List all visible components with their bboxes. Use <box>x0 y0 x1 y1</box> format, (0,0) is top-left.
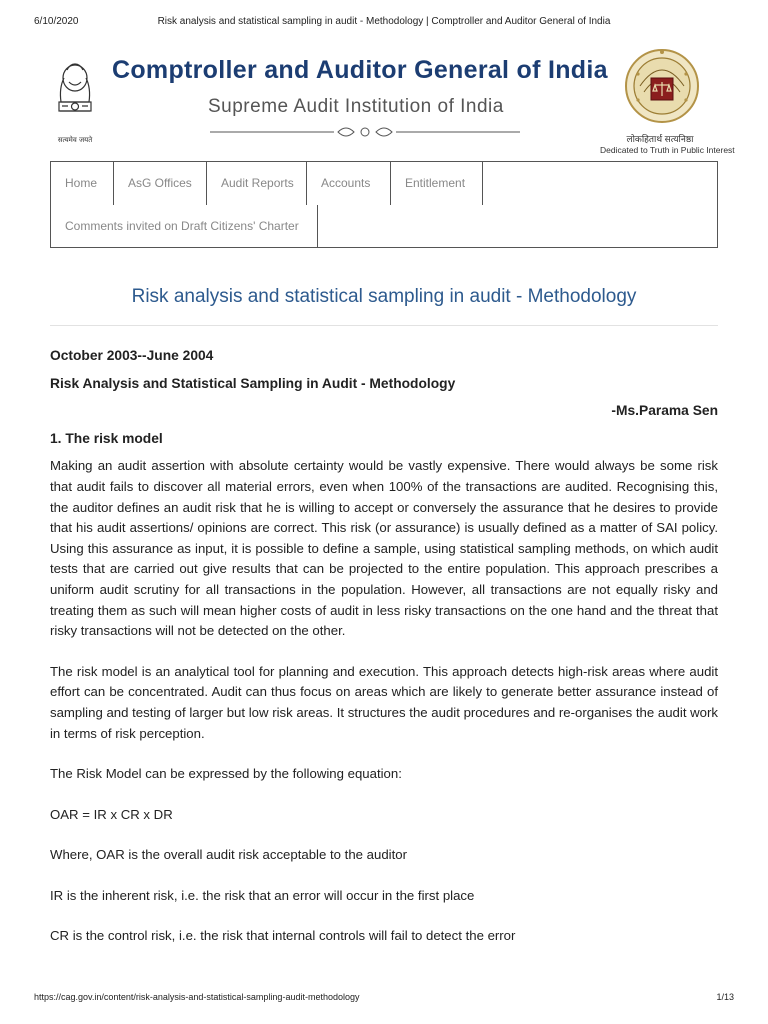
paragraph: The Risk Model can be expressed by the following equation: <box>50 766 402 782</box>
cag-seal-icon <box>624 44 700 130</box>
main-nav <box>50 161 718 248</box>
equation: OAR = IR x CR x DR <box>50 806 173 822</box>
page-count: 1/13 <box>716 992 734 1002</box>
paragraph: IR is the inherent risk, i.e. the risk that an error will occur in the first place <box>50 887 475 903</box>
article-period: October 2003--June 2004 <box>50 348 214 363</box>
nav-home[interactable]: Home <box>51 162 114 205</box>
paragraph: Making an audit assertion with absolute certainty would be vastly expensive. There would always be some risk that audit fails to discover all material errors, even when 100% of the transactions are audited. Recognising this, the auditor defines an audit risk that he is willing to accept or conversely the assurance that he desires to provide that his audit assertions/ opinions are correct. This risk (or assurance) is usually defined as a matter of SAI policy. Using this assurance as input, it is possible to define a sample, using statistical sampling methods, on which audit tests that are carried out give results that can be projected to the entire population. This approach prescribes a uniform audit scrutiny for all transactions in the population. However, all transactions are not equally risky and treating them as such will mean higher costs of audit in less risky transactions on the one hand and the threat that risky transactions will not be detected on the other. <box>50 458 718 639</box>
article-body <box>50 346 718 947</box>
nav-asg-offices[interactable]: AsG Offices <box>114 162 207 205</box>
article-author: -Ms.Parama Sen <box>611 403 718 419</box>
section-heading: 1. The risk model <box>50 430 163 446</box>
paragraph: CR is the control risk, i.e. the risk that internal controls will fail to detect the error <box>50 928 516 944</box>
paragraph: Where, OAR is the overall audit risk acceptable to the auditor <box>50 847 407 863</box>
page-title: Risk analysis and statistical sampling in audit - Methodology <box>131 286 637 307</box>
national-emblem-icon[interactable] <box>50 58 100 148</box>
paragraph: The risk model is an analytical tool for planning and execution. This approach detects high-risk areas where audit effort can be concentrated. Audit can thus focus on areas which are likely to generate better assurance instead of sampling and testing of larger but low risk areas. It structures the audit procedures and re-organises the audit work in terms of risk perception. <box>50 663 718 741</box>
ornament-divider <box>208 122 522 142</box>
hindi-motto: लोकहितार्थ सत्यनिष्ठा <box>626 134 694 144</box>
nav-accounts[interactable]: Accounts <box>307 162 391 205</box>
motto-tagline: Dedicated to Truth in Public Interest <box>600 145 735 155</box>
nav-draft-citizens-charter[interactable]: Comments invited on Draft Citizens' Charter <box>51 205 318 248</box>
nav-entitlement[interactable]: Entitlement <box>391 162 483 205</box>
print-date: 6/10/2020 <box>34 16 79 27</box>
nav-audit-reports[interactable]: Audit Reports <box>207 162 307 205</box>
heading-divider <box>50 325 718 326</box>
article-title: Risk Analysis and Statistical Sampling in Audit - Methodology <box>50 375 456 391</box>
emblem-caption: सत्यमेव जयते <box>57 136 93 144</box>
site-title[interactable]: Comptroller and Auditor General of India <box>112 56 608 84</box>
site-subtitle: Supreme Audit Institution of India <box>208 96 504 117</box>
print-url: https://cag.gov.in/content/risk-analysis-and-statistical-sampling-audit-methodology <box>34 992 360 1002</box>
print-title: Risk analysis and statistical sampling in audit - Methodology | Comptroller and Auditor General of India <box>157 16 611 27</box>
